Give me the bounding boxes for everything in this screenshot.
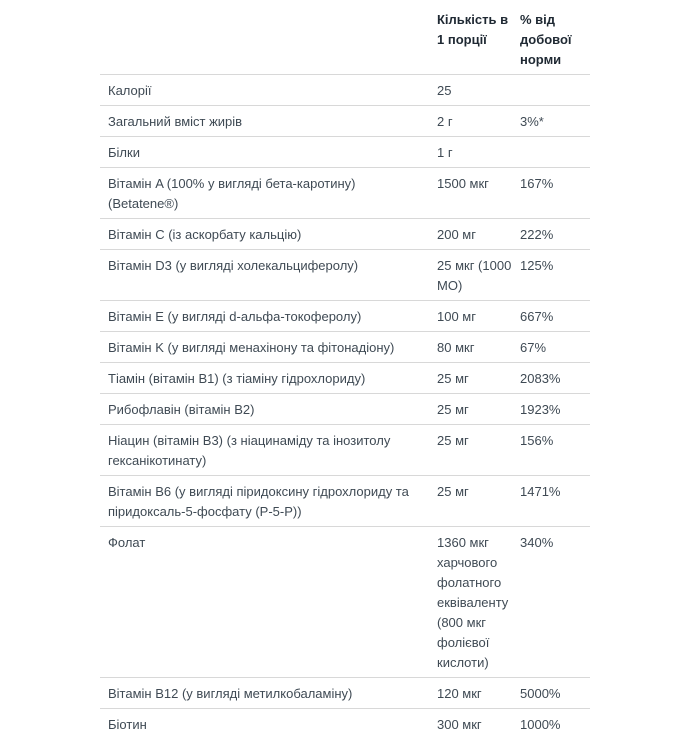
nutrient-name: Білки [100, 137, 437, 168]
amount-value: 25 мг [437, 394, 520, 425]
table-row [100, 75, 590, 106]
nutrient-name: Фолат [100, 527, 437, 678]
amount-value: 25 мкг (1000 МО) [437, 250, 520, 301]
amount-value: 25 мг [437, 476, 520, 527]
table-row [100, 476, 590, 527]
column-header-daily-value: % від добової норми [520, 6, 590, 75]
daily-value: 222% [520, 219, 590, 250]
daily-value [520, 75, 590, 106]
supplement-facts-panel [100, 6, 590, 739]
daily-value: 3%* [520, 106, 590, 137]
nutrient-name: Вітамін B6 (у вигляді піридоксину гідрохлориду та піридоксаль-5-фосфату (P-5-P)) [100, 476, 437, 527]
table-row [100, 363, 590, 394]
nutrient-name: Вітамін D3 (у вигляді холекальциферолу) [100, 250, 437, 301]
amount-value: 100 мг [437, 301, 520, 332]
table-row [100, 301, 590, 332]
nutrient-name: Загальний вміст жирів [100, 106, 437, 137]
amount-value: 1500 мкг [437, 168, 520, 219]
nutrient-name: Ніацин (вітамін B3) (з ніацинаміду та інозитолу гексанікотинату) [100, 425, 437, 476]
table-row [100, 137, 590, 168]
daily-value: 340% [520, 527, 590, 678]
amount-value: 25 мг [437, 425, 520, 476]
amount-value: 200 мг [437, 219, 520, 250]
daily-value: 125% [520, 250, 590, 301]
table-header [100, 6, 590, 75]
amount-value: 120 мкг [437, 678, 520, 709]
table-row [100, 168, 590, 219]
amount-value: 1 г [437, 137, 520, 168]
amount-value: 300 мкг [437, 709, 520, 739]
daily-value: 1471% [520, 476, 590, 527]
nutrient-name: Вітамін C (із аскорбату кальцію) [100, 219, 437, 250]
daily-value: 667% [520, 301, 590, 332]
daily-value: 1000% [520, 709, 590, 739]
table-row [100, 527, 590, 678]
daily-value: 67% [520, 332, 590, 363]
amount-value: 1360 мкг харчового фолатного еквіваленту (800 мкг фолієвої кислоти) [437, 527, 520, 678]
amount-value: 25 [437, 75, 520, 106]
nutrient-name: Калорії [100, 75, 437, 106]
table-row [100, 250, 590, 301]
nutrient-name: Вітамін A (100% у вигляді бета-каротину) (Betatene®) [100, 168, 437, 219]
table-row [100, 678, 590, 709]
table-row [100, 106, 590, 137]
nutrient-name: Вітамін E (у вигляді d-альфа-токоферолу) [100, 301, 437, 332]
column-header-nutrient [100, 6, 437, 75]
table-row [100, 709, 590, 739]
daily-value: 2083% [520, 363, 590, 394]
daily-value: 156% [520, 425, 590, 476]
daily-value: 167% [520, 168, 590, 219]
nutrient-name: Біотин [100, 709, 437, 739]
daily-value: 5000% [520, 678, 590, 709]
table-row [100, 425, 590, 476]
daily-value [520, 137, 590, 168]
amount-value: 25 мг [437, 363, 520, 394]
amount-value: 2 г [437, 106, 520, 137]
nutrient-name: Вітамін K (у вигляді менахінону та фітонадіону) [100, 332, 437, 363]
daily-value: 1923% [520, 394, 590, 425]
nutrient-name: Тіамін (вітамін B1) (з тіаміну гідрохлориду) [100, 363, 437, 394]
column-header-amount-per-serving: Кількість в 1 порції [437, 6, 520, 75]
table-body [100, 75, 590, 739]
table-row [100, 394, 590, 425]
amount-value: 80 мкг [437, 332, 520, 363]
nutrient-name: Вітамін B12 (у вигляді метилкобаламіну) [100, 678, 437, 709]
nutrient-name: Рибофлавін (вітамін B2) [100, 394, 437, 425]
table-header-row [100, 6, 590, 75]
supplement-facts-table [100, 6, 590, 739]
table-row [100, 332, 590, 363]
table-row [100, 219, 590, 250]
